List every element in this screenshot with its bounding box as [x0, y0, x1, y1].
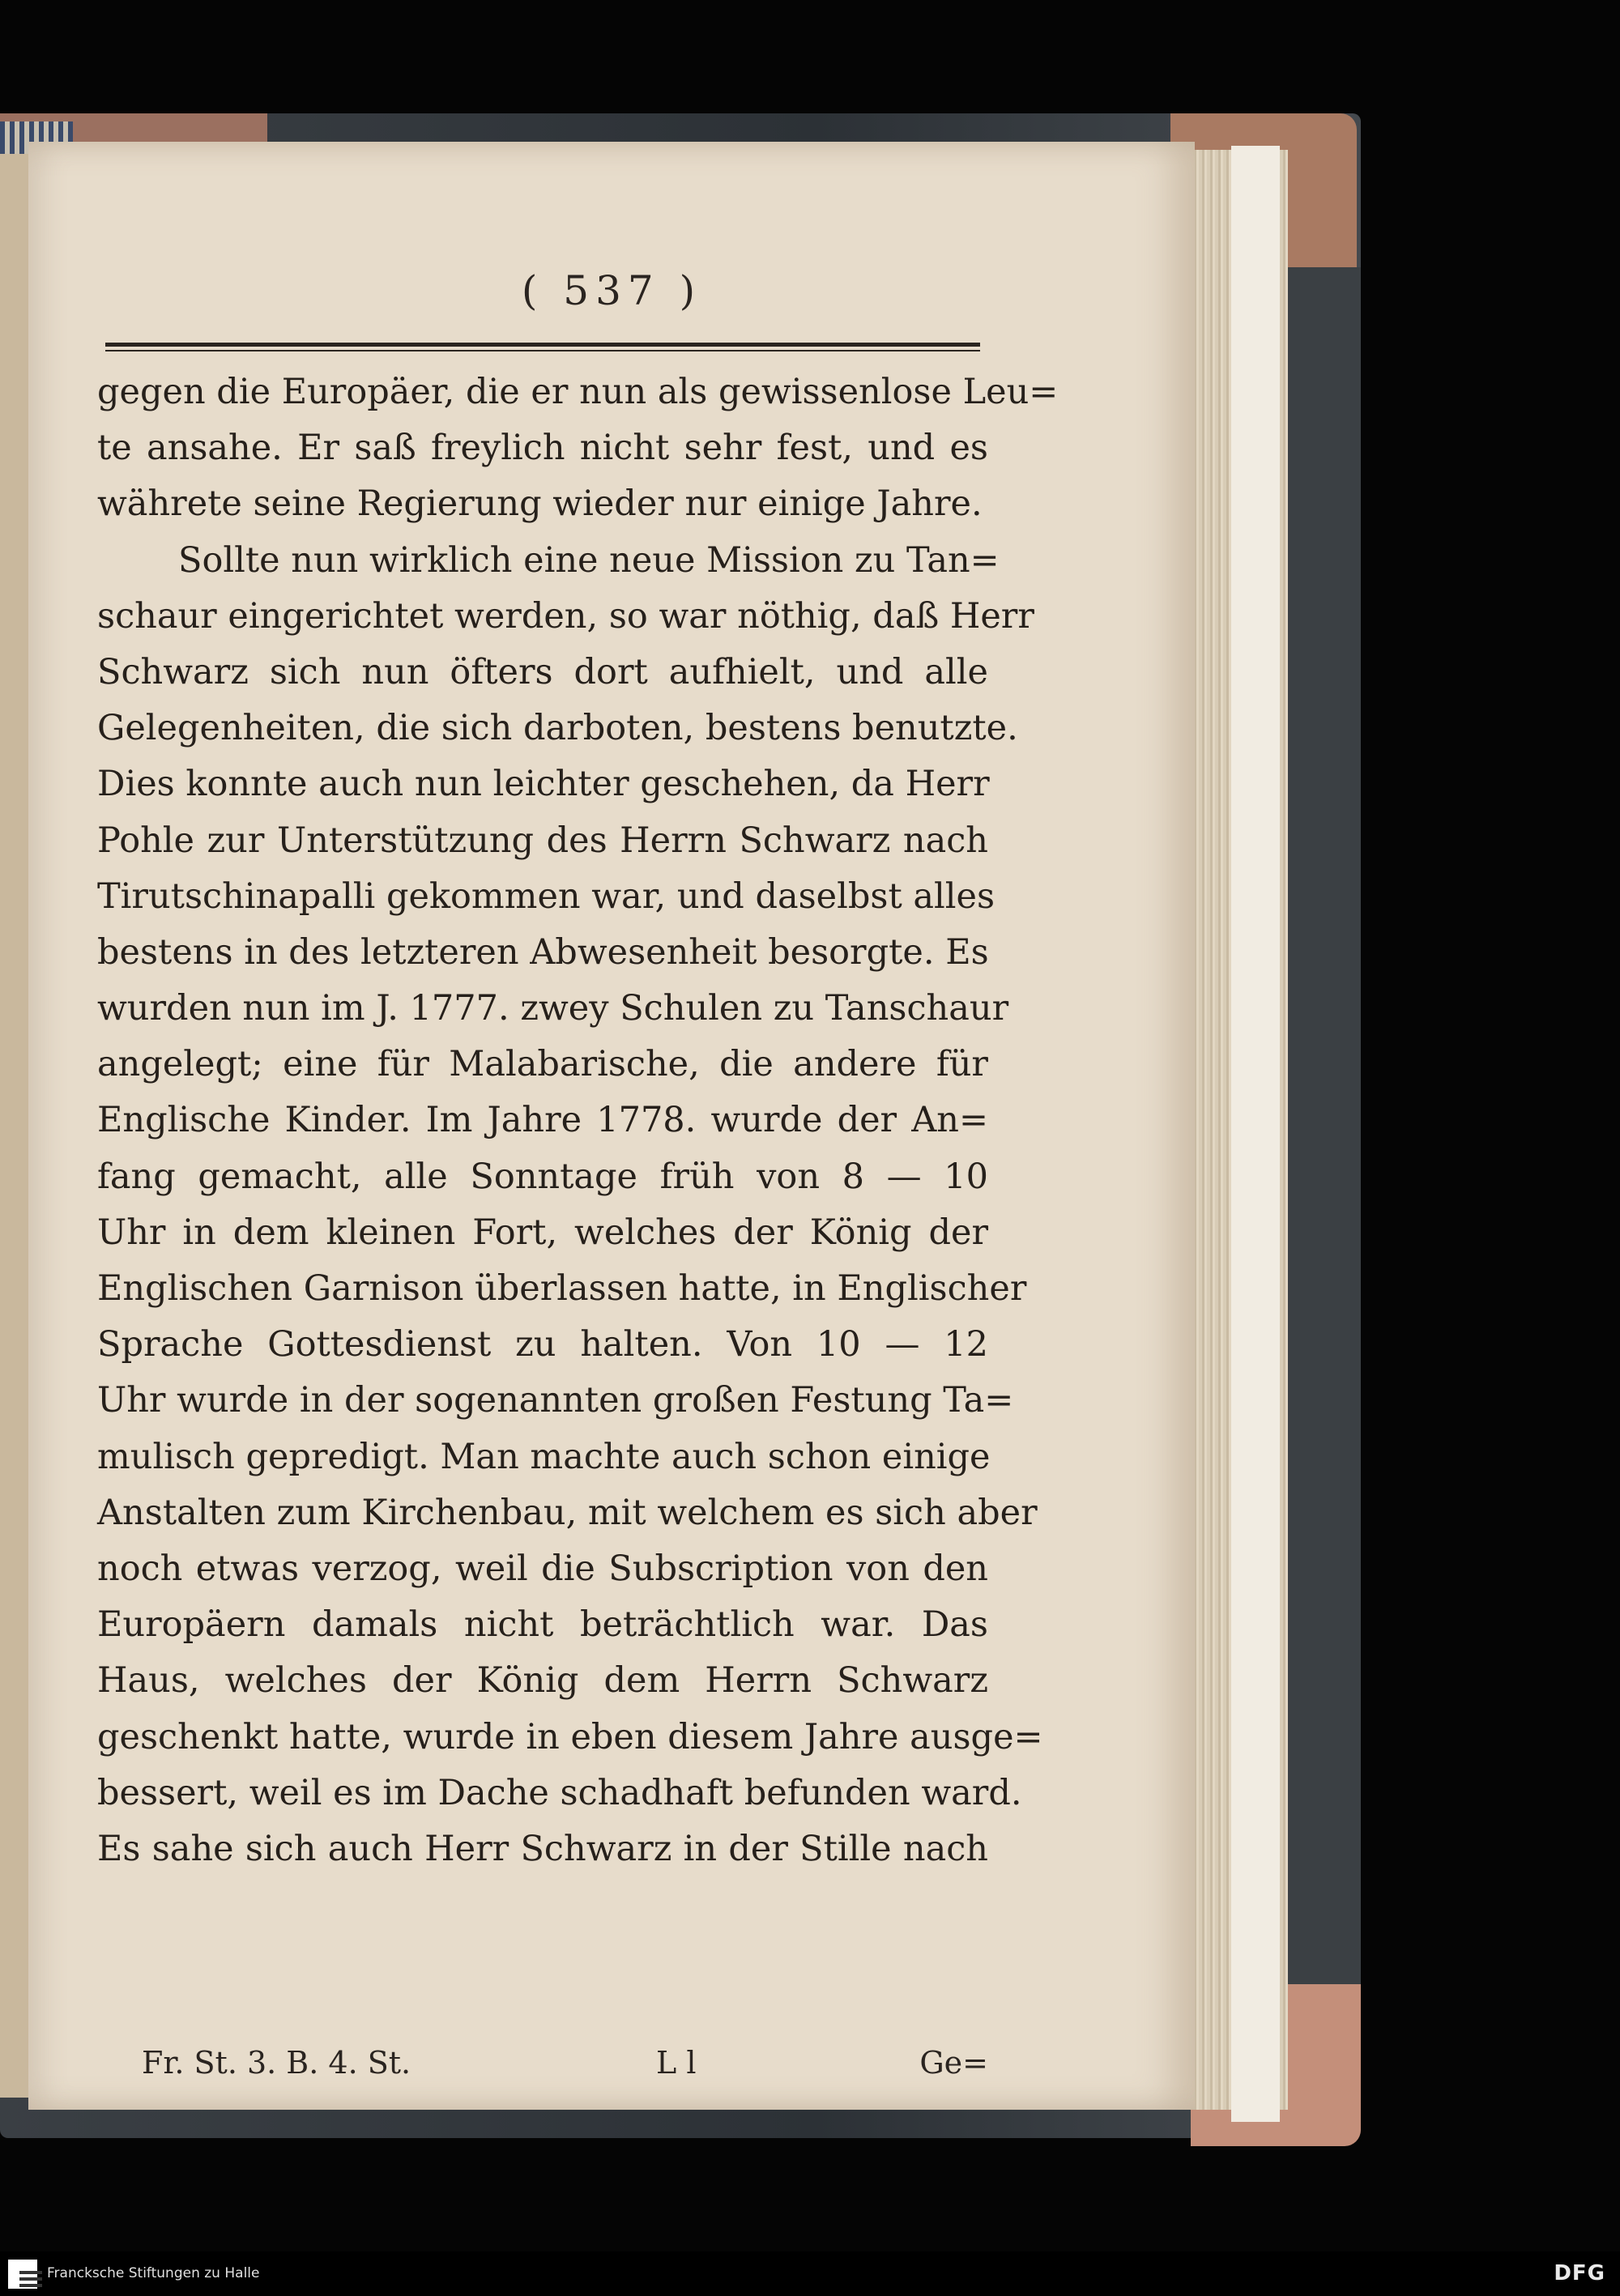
- text-line: bessert, weil es im Dache schadhaft befunden ward.: [97, 1772, 1022, 1813]
- text-line: Anstalten zum Kirchenbau, mit welchem es sich aber: [97, 1492, 1038, 1533]
- book-page: [28, 142, 1195, 2110]
- text-line: Englischen Garnison überlassen hatte, in Englischer: [97, 1268, 1027, 1309]
- text-line: wurden nun im J. 1777. zwey Schulen zu Tanschaur: [97, 988, 1009, 1029]
- text-line: Sollte nun wirklich eine neue Mission zu Tan=: [178, 539, 1000, 581]
- text-line: gegen die Europäer, die er nun als gewissenlose Leu=: [97, 372, 1059, 412]
- header-rule: [105, 343, 980, 351]
- page-header: ( 537 ): [521, 267, 702, 314]
- left-page-sliver: [0, 154, 31, 2098]
- text-line: Pohle zur Unterstützung des Herrn Schwarz nach: [97, 820, 988, 861]
- text-line: Sprache Gottesdienst zu halten. Von 10 — 12: [97, 1324, 988, 1365]
- signature-mark: Fr. St. 3. B. 4. St.: [142, 2045, 411, 2081]
- text-line: Gelegenheiten, die sich darboten, bestens benutzte.: [97, 708, 1018, 749]
- text-line: Uhr wurde in der sogenannten großen Festung Ta=: [97, 1380, 1014, 1421]
- page-edge-white: [1231, 146, 1280, 2122]
- text-line: bestens in des letzteren Abwesenheit besorgte. Es: [97, 931, 989, 973]
- text-line: Es sahe sich auch Herr Schwarz in der Stille nach: [97, 1828, 988, 1869]
- text-line: te ansahe. Er saß freylich nicht sehr fest, und es: [97, 428, 988, 469]
- cover-board-right: [1280, 267, 1361, 1984]
- text-line: geschenkt hatte, wurde in eben diesem Jahre ausge=: [97, 1716, 1043, 1757]
- text-line: angelegt; eine für Malabarische, die andere für: [97, 1044, 988, 1085]
- text-line: Europäern damals nicht beträchtlich war. Das: [97, 1604, 988, 1646]
- text-line: Uhr in dem kleinen Fort, welches der König der: [97, 1212, 988, 1253]
- page-footer: [97, 2045, 988, 2094]
- institution-logo-icon: [8, 2260, 37, 2289]
- text-line: Tirutschinapalli gekommen war, und daselbst alles: [97, 875, 995, 917]
- text-line: Haus, welches der König dem Herrn Schwarz: [97, 1660, 988, 1702]
- text-line: noch etwas verzog, weil die Subscription von den: [97, 1548, 988, 1589]
- text-line: mulisch gepredigt. Man machte auch schon einige: [97, 1436, 991, 1477]
- viewer-bottom-bar: [0, 2251, 1620, 2296]
- institution-name: Francksche Stiftungen zu Halle: [47, 2265, 260, 2281]
- text-line: Dies konnte auch nun leichter geschehen, da Herr: [97, 764, 990, 805]
- text-line: Englische Kinder. Im Jahre 1778. wurde der An=: [97, 1100, 988, 1141]
- text-line: Schwarz sich nun öfters dort aufhielt, und alle: [97, 651, 988, 692]
- text-line: fang gemacht, alle Sonntage früh von 8 — 10: [97, 1156, 988, 1197]
- text-line: währete seine Regierung wieder nur einige Jahre.: [97, 483, 983, 525]
- sheet-mark: L l: [656, 2045, 697, 2081]
- text-line: schaur eingerichtet werden, so war nöthig, daß Herr: [97, 595, 1034, 637]
- catchword: Ge=: [919, 2045, 988, 2081]
- dfg-logo: DFG: [1554, 2261, 1605, 2285]
- page-body: [97, 364, 1059, 1877]
